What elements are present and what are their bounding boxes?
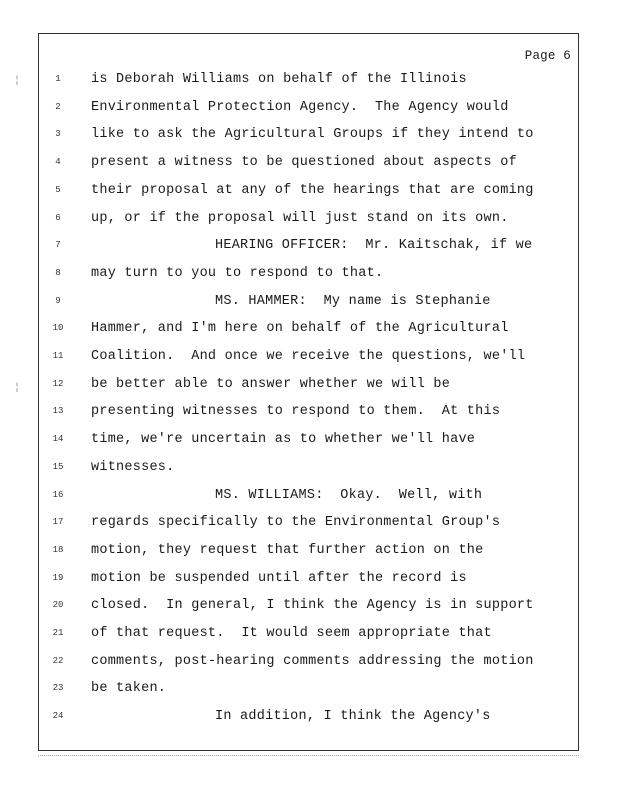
- transcript-line: their proposal at any of the hearings that are coming: [91, 182, 534, 198]
- line-number: 18: [52, 544, 64, 555]
- line-number: 13: [52, 406, 64, 417]
- line-number: 8: [55, 267, 61, 278]
- line-number: 22: [52, 655, 64, 666]
- transcript-line: may turn to you to respond to that.: [91, 265, 384, 281]
- transcript-line: presenting witnesses to respond to them. At this: [91, 404, 501, 420]
- transcript-line: MS. HAMMER: My name is Stephanie: [215, 293, 491, 309]
- scan-artifact-line: [38, 755, 579, 758]
- line-number: 14: [52, 434, 64, 445]
- transcript-line: Hammer, and I'm here on behalf of the Agricultural: [91, 321, 509, 337]
- transcript-line: up, or if the proposal will just stand on its own.: [91, 210, 509, 226]
- line-number: 3: [55, 129, 61, 140]
- line-number: 23: [52, 683, 64, 694]
- transcript-line: In addition, I think the Agency's: [215, 709, 491, 725]
- line-number: 20: [52, 600, 64, 611]
- margin-tick-mark: ¦: [14, 76, 21, 87]
- margin-tick-mark: ¦: [14, 383, 21, 394]
- transcript-line: time, we're uncertain as to whether we'll have: [91, 432, 476, 448]
- line-number: 21: [52, 628, 64, 638]
- line-number: 4: [55, 157, 61, 168]
- transcript-line: regards specifically to the Environmental Group's: [91, 515, 501, 531]
- line-number: 15: [52, 461, 64, 472]
- transcript-line: is Deborah Williams on behalf of the Illinois: [91, 72, 467, 87]
- transcript-line: MS. WILLIAMS: Okay. Well, with: [215, 487, 483, 503]
- transcript-line: be taken.: [91, 681, 167, 697]
- line-number: 19: [52, 572, 64, 583]
- transcript-line: witnesses.: [91, 459, 175, 475]
- line-number: 9: [55, 295, 61, 306]
- line-number: 10: [52, 323, 64, 334]
- transcript-page-frame: [38, 33, 579, 751]
- line-number: 1: [55, 74, 61, 84]
- transcript-line: like to ask the Agricultural Groups if they intend to: [91, 127, 534, 143]
- line-number: 5: [55, 184, 61, 195]
- transcript-line: of that request. It would seem appropriate that: [91, 626, 492, 641]
- transcript-line: closed. In general, I think the Agency is in support: [91, 598, 534, 614]
- line-number: 11: [52, 351, 64, 361]
- transcript-line: present a witness to be questioned about aspects of: [91, 155, 517, 171]
- transcript-line: be better able to answer whether we will be: [91, 376, 451, 392]
- transcript-line: motion be suspended until after the record is: [91, 570, 467, 586]
- line-number: 17: [52, 517, 64, 528]
- transcript-line: Coalition. And once we receive the questions, we'll: [91, 349, 526, 364]
- line-number: 7: [55, 240, 61, 251]
- transcript-line: motion, they request that further action on the: [91, 542, 484, 558]
- line-number: 24: [52, 711, 64, 722]
- line-number: 16: [52, 489, 64, 500]
- line-number: 6: [55, 212, 61, 223]
- transcript-line: comments, post-hearing comments addressing the motion: [91, 653, 534, 669]
- line-number: 2: [55, 101, 61, 112]
- line-number: 12: [52, 378, 64, 389]
- page-number-label: Page 6: [524, 49, 571, 63]
- transcript-line: HEARING OFFICER: Mr. Kaitschak, if we: [215, 238, 533, 254]
- transcript-line: Environmental Protection Agency. The Agency would: [91, 99, 509, 115]
